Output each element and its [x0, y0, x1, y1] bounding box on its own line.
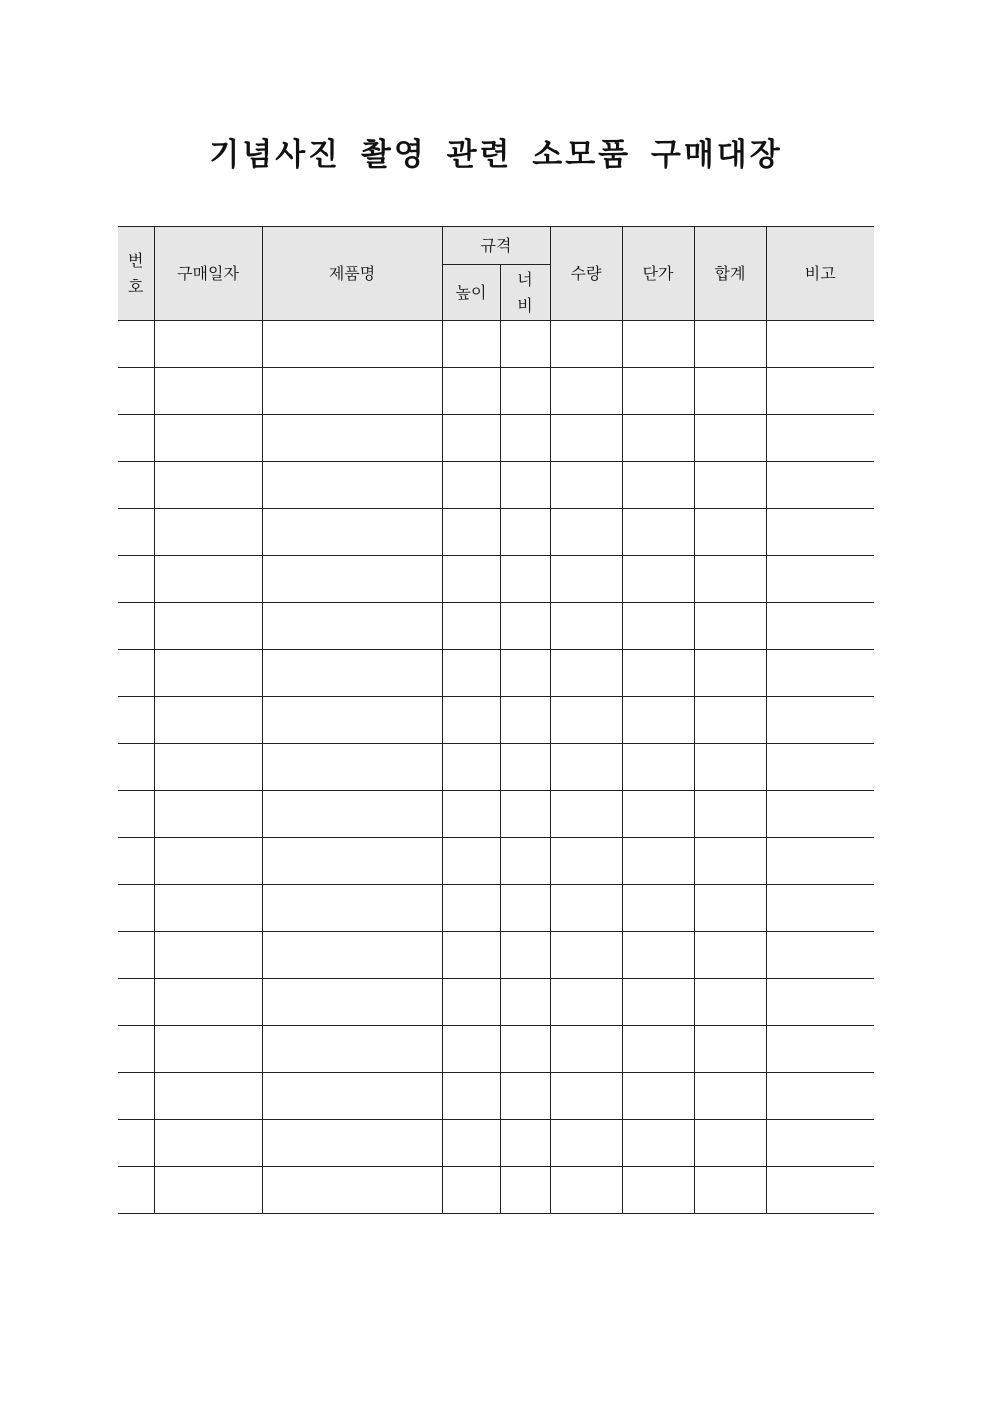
- cell-purchase-date[interactable]: [154, 744, 262, 791]
- cell-height[interactable]: [442, 744, 500, 791]
- cell-remarks[interactable]: [766, 791, 874, 838]
- cell-number[interactable]: [118, 415, 154, 462]
- cell-number[interactable]: [118, 1167, 154, 1214]
- table-row: [118, 932, 874, 979]
- cell-total[interactable]: [694, 368, 766, 415]
- cell-total[interactable]: [694, 697, 766, 744]
- cell-quantity[interactable]: [550, 838, 622, 885]
- cell-quantity[interactable]: [550, 1026, 622, 1073]
- cell-quantity[interactable]: [550, 321, 622, 368]
- cell-quantity[interactable]: [550, 744, 622, 791]
- table-row: [118, 697, 874, 744]
- cell-width[interactable]: [500, 885, 550, 932]
- cell-height[interactable]: [442, 838, 500, 885]
- cell-remarks[interactable]: [766, 650, 874, 697]
- cell-quantity[interactable]: [550, 650, 622, 697]
- cell-height[interactable]: [442, 1026, 500, 1073]
- cell-purchase-date[interactable]: [154, 1167, 262, 1214]
- cell-product-name[interactable]: [262, 321, 442, 368]
- cell-remarks[interactable]: [766, 1120, 874, 1167]
- cell-product-name[interactable]: [262, 697, 442, 744]
- cell-total[interactable]: [694, 415, 766, 462]
- table-row: [118, 1167, 874, 1214]
- table-row: [118, 1026, 874, 1073]
- table-row: [118, 556, 874, 603]
- cell-height[interactable]: [442, 885, 500, 932]
- cell-number[interactable]: [118, 697, 154, 744]
- cell-product-name[interactable]: [262, 1026, 442, 1073]
- table-row: [118, 603, 874, 650]
- cell-width[interactable]: [500, 1026, 550, 1073]
- cell-purchase-date[interactable]: [154, 415, 262, 462]
- cell-remarks[interactable]: [766, 368, 874, 415]
- cell-unit-price[interactable]: [622, 603, 694, 650]
- cell-quantity[interactable]: [550, 932, 622, 979]
- cell-total[interactable]: [694, 791, 766, 838]
- cell-width[interactable]: [500, 1120, 550, 1167]
- cell-height[interactable]: [442, 791, 500, 838]
- cell-number[interactable]: [118, 462, 154, 509]
- cell-remarks[interactable]: [766, 932, 874, 979]
- cell-remarks[interactable]: [766, 885, 874, 932]
- cell-remarks[interactable]: [766, 744, 874, 791]
- cell-product-name[interactable]: [262, 744, 442, 791]
- table-row: [118, 791, 874, 838]
- cell-number[interactable]: [118, 650, 154, 697]
- cell-remarks[interactable]: [766, 415, 874, 462]
- cell-number[interactable]: [118, 932, 154, 979]
- cell-remarks[interactable]: [766, 1167, 874, 1214]
- header-remarks: 비고: [766, 227, 874, 321]
- cell-width[interactable]: [500, 603, 550, 650]
- cell-remarks[interactable]: [766, 462, 874, 509]
- cell-width[interactable]: [500, 838, 550, 885]
- cell-quantity[interactable]: [550, 462, 622, 509]
- cell-purchase-date[interactable]: [154, 509, 262, 556]
- cell-width[interactable]: [500, 932, 550, 979]
- table-row: [118, 744, 874, 791]
- cell-width[interactable]: [500, 1167, 550, 1214]
- cell-quantity[interactable]: [550, 368, 622, 415]
- cell-height[interactable]: [442, 650, 500, 697]
- cell-purchase-date[interactable]: [154, 838, 262, 885]
- cell-width[interactable]: [500, 415, 550, 462]
- cell-width[interactable]: [500, 1073, 550, 1120]
- cell-total[interactable]: [694, 1073, 766, 1120]
- cell-total[interactable]: [694, 744, 766, 791]
- cell-total[interactable]: [694, 603, 766, 650]
- cell-width[interactable]: [500, 321, 550, 368]
- cell-number[interactable]: [118, 603, 154, 650]
- document-title: 기념사진 촬영 관련 소모품 구매대장: [209, 137, 783, 173]
- cell-height[interactable]: [442, 556, 500, 603]
- header-spec: 규격: [442, 227, 550, 265]
- cell-product-name[interactable]: [262, 791, 442, 838]
- cell-height[interactable]: [442, 415, 500, 462]
- cell-unit-price[interactable]: [622, 1167, 694, 1214]
- cell-remarks[interactable]: [766, 1026, 874, 1073]
- table-row: [118, 462, 874, 509]
- cell-number[interactable]: [118, 368, 154, 415]
- cell-purchase-date[interactable]: [154, 462, 262, 509]
- header-unit-price: 단가: [622, 227, 694, 321]
- cell-unit-price[interactable]: [622, 415, 694, 462]
- cell-number[interactable]: [118, 556, 154, 603]
- table-row: [118, 368, 874, 415]
- cell-width[interactable]: [500, 697, 550, 744]
- cell-unit-price[interactable]: [622, 509, 694, 556]
- cell-quantity[interactable]: [550, 415, 622, 462]
- cell-unit-price[interactable]: [622, 932, 694, 979]
- table-row: [118, 979, 874, 1026]
- cell-number[interactable]: [118, 1073, 154, 1120]
- cell-product-name[interactable]: [262, 1167, 442, 1214]
- cell-width[interactable]: [500, 744, 550, 791]
- cell-total[interactable]: [694, 1167, 766, 1214]
- cell-height[interactable]: [442, 1073, 500, 1120]
- cell-unit-price[interactable]: [622, 744, 694, 791]
- cell-quantity[interactable]: [550, 509, 622, 556]
- cell-remarks[interactable]: [766, 321, 874, 368]
- cell-product-name[interactable]: [262, 462, 442, 509]
- cell-product-name[interactable]: [262, 885, 442, 932]
- cell-quantity[interactable]: [550, 979, 622, 1026]
- table-row: [118, 509, 874, 556]
- cell-number[interactable]: [118, 321, 154, 368]
- header-total: 합계: [694, 227, 766, 321]
- cell-purchase-date[interactable]: [154, 321, 262, 368]
- cell-height[interactable]: [442, 603, 500, 650]
- cell-unit-price[interactable]: [622, 697, 694, 744]
- cell-total[interactable]: [694, 462, 766, 509]
- cell-remarks[interactable]: [766, 603, 874, 650]
- cell-width[interactable]: [500, 556, 550, 603]
- cell-unit-price[interactable]: [622, 979, 694, 1026]
- cell-unit-price[interactable]: [622, 321, 694, 368]
- header-product-name: 제품명: [262, 227, 442, 321]
- cell-remarks[interactable]: [766, 509, 874, 556]
- cell-remarks[interactable]: [766, 697, 874, 744]
- cell-unit-price[interactable]: [622, 368, 694, 415]
- cell-product-name[interactable]: [262, 979, 442, 1026]
- cell-width[interactable]: [500, 462, 550, 509]
- cell-remarks[interactable]: [766, 556, 874, 603]
- cell-product-name[interactable]: [262, 932, 442, 979]
- cell-height[interactable]: [442, 979, 500, 1026]
- cell-product-name[interactable]: [262, 1073, 442, 1120]
- cell-purchase-date[interactable]: [154, 556, 262, 603]
- cell-width[interactable]: [500, 650, 550, 697]
- cell-number[interactable]: [118, 838, 154, 885]
- cell-number[interactable]: [118, 1120, 154, 1167]
- cell-purchase-date[interactable]: [154, 932, 262, 979]
- cell-purchase-date[interactable]: [154, 791, 262, 838]
- cell-purchase-date[interactable]: [154, 1073, 262, 1120]
- cell-purchase-date[interactable]: [154, 1120, 262, 1167]
- cell-total[interactable]: [694, 556, 766, 603]
- cell-unit-price[interactable]: [622, 838, 694, 885]
- cell-purchase-date[interactable]: [154, 979, 262, 1026]
- cell-height[interactable]: [442, 932, 500, 979]
- cell-product-name[interactable]: [262, 556, 442, 603]
- cell-total[interactable]: [694, 979, 766, 1026]
- cell-remarks[interactable]: [766, 979, 874, 1026]
- cell-total[interactable]: [694, 1026, 766, 1073]
- cell-total[interactable]: [694, 838, 766, 885]
- cell-quantity[interactable]: [550, 791, 622, 838]
- cell-quantity[interactable]: [550, 885, 622, 932]
- cell-width[interactable]: [500, 791, 550, 838]
- cell-product-name[interactable]: [262, 368, 442, 415]
- cell-unit-price[interactable]: [622, 1026, 694, 1073]
- cell-remarks[interactable]: [766, 1073, 874, 1120]
- cell-quantity[interactable]: [550, 556, 622, 603]
- header-number: 번호: [118, 227, 154, 321]
- cell-total[interactable]: [694, 885, 766, 932]
- table-header: [118, 227, 874, 321]
- table-row: [118, 1073, 874, 1120]
- cell-product-name[interactable]: [262, 838, 442, 885]
- cell-total[interactable]: [694, 321, 766, 368]
- cell-purchase-date[interactable]: [154, 650, 262, 697]
- table-body: [118, 321, 874, 1214]
- cell-height[interactable]: [442, 462, 500, 509]
- cell-remarks[interactable]: [766, 838, 874, 885]
- purchase-ledger-table: [118, 226, 874, 1214]
- cell-quantity[interactable]: [550, 1167, 622, 1214]
- cell-number[interactable]: [118, 885, 154, 932]
- cell-number[interactable]: [118, 979, 154, 1026]
- cell-total[interactable]: [694, 932, 766, 979]
- cell-height[interactable]: [442, 321, 500, 368]
- header-quantity: 수량: [550, 227, 622, 321]
- table-row: [118, 885, 874, 932]
- table-row: [118, 1120, 874, 1167]
- cell-height[interactable]: [442, 368, 500, 415]
- cell-purchase-date[interactable]: [154, 603, 262, 650]
- header-width: 너비: [500, 265, 550, 321]
- cell-unit-price[interactable]: [622, 650, 694, 697]
- table-row: [118, 415, 874, 462]
- cell-number[interactable]: [118, 509, 154, 556]
- cell-quantity[interactable]: [550, 697, 622, 744]
- cell-width[interactable]: [500, 979, 550, 1026]
- cell-purchase-date[interactable]: [154, 697, 262, 744]
- cell-product-name[interactable]: [262, 1120, 442, 1167]
- table-row: [118, 838, 874, 885]
- cell-product-name[interactable]: [262, 509, 442, 556]
- cell-number[interactable]: [118, 1026, 154, 1073]
- cell-unit-price[interactable]: [622, 462, 694, 509]
- cell-purchase-date[interactable]: [154, 368, 262, 415]
- cell-quantity[interactable]: [550, 603, 622, 650]
- header-purchase-date: 구매일자: [154, 227, 262, 321]
- cell-quantity[interactable]: [550, 1120, 622, 1167]
- header-height: 높이: [442, 265, 500, 321]
- cell-width[interactable]: [500, 509, 550, 556]
- cell-unit-price[interactable]: [622, 885, 694, 932]
- cell-product-name[interactable]: [262, 650, 442, 697]
- cell-product-name[interactable]: [262, 415, 442, 462]
- cell-total[interactable]: [694, 1120, 766, 1167]
- cell-unit-price[interactable]: [622, 556, 694, 603]
- table-row: [118, 650, 874, 697]
- cell-number[interactable]: [118, 744, 154, 791]
- cell-purchase-date[interactable]: [154, 885, 262, 932]
- cell-number[interactable]: [118, 791, 154, 838]
- table-row: [118, 321, 874, 368]
- cell-unit-price[interactable]: [622, 1073, 694, 1120]
- cell-purchase-date[interactable]: [154, 1026, 262, 1073]
- cell-height[interactable]: [442, 1120, 500, 1167]
- cell-total[interactable]: [694, 650, 766, 697]
- cell-height[interactable]: [442, 1167, 500, 1214]
- cell-width[interactable]: [500, 368, 550, 415]
- cell-height[interactable]: [442, 697, 500, 744]
- cell-unit-price[interactable]: [622, 1120, 694, 1167]
- cell-total[interactable]: [694, 509, 766, 556]
- cell-height[interactable]: [442, 509, 500, 556]
- cell-quantity[interactable]: [550, 1073, 622, 1120]
- cell-product-name[interactable]: [262, 603, 442, 650]
- cell-unit-price[interactable]: [622, 791, 694, 838]
